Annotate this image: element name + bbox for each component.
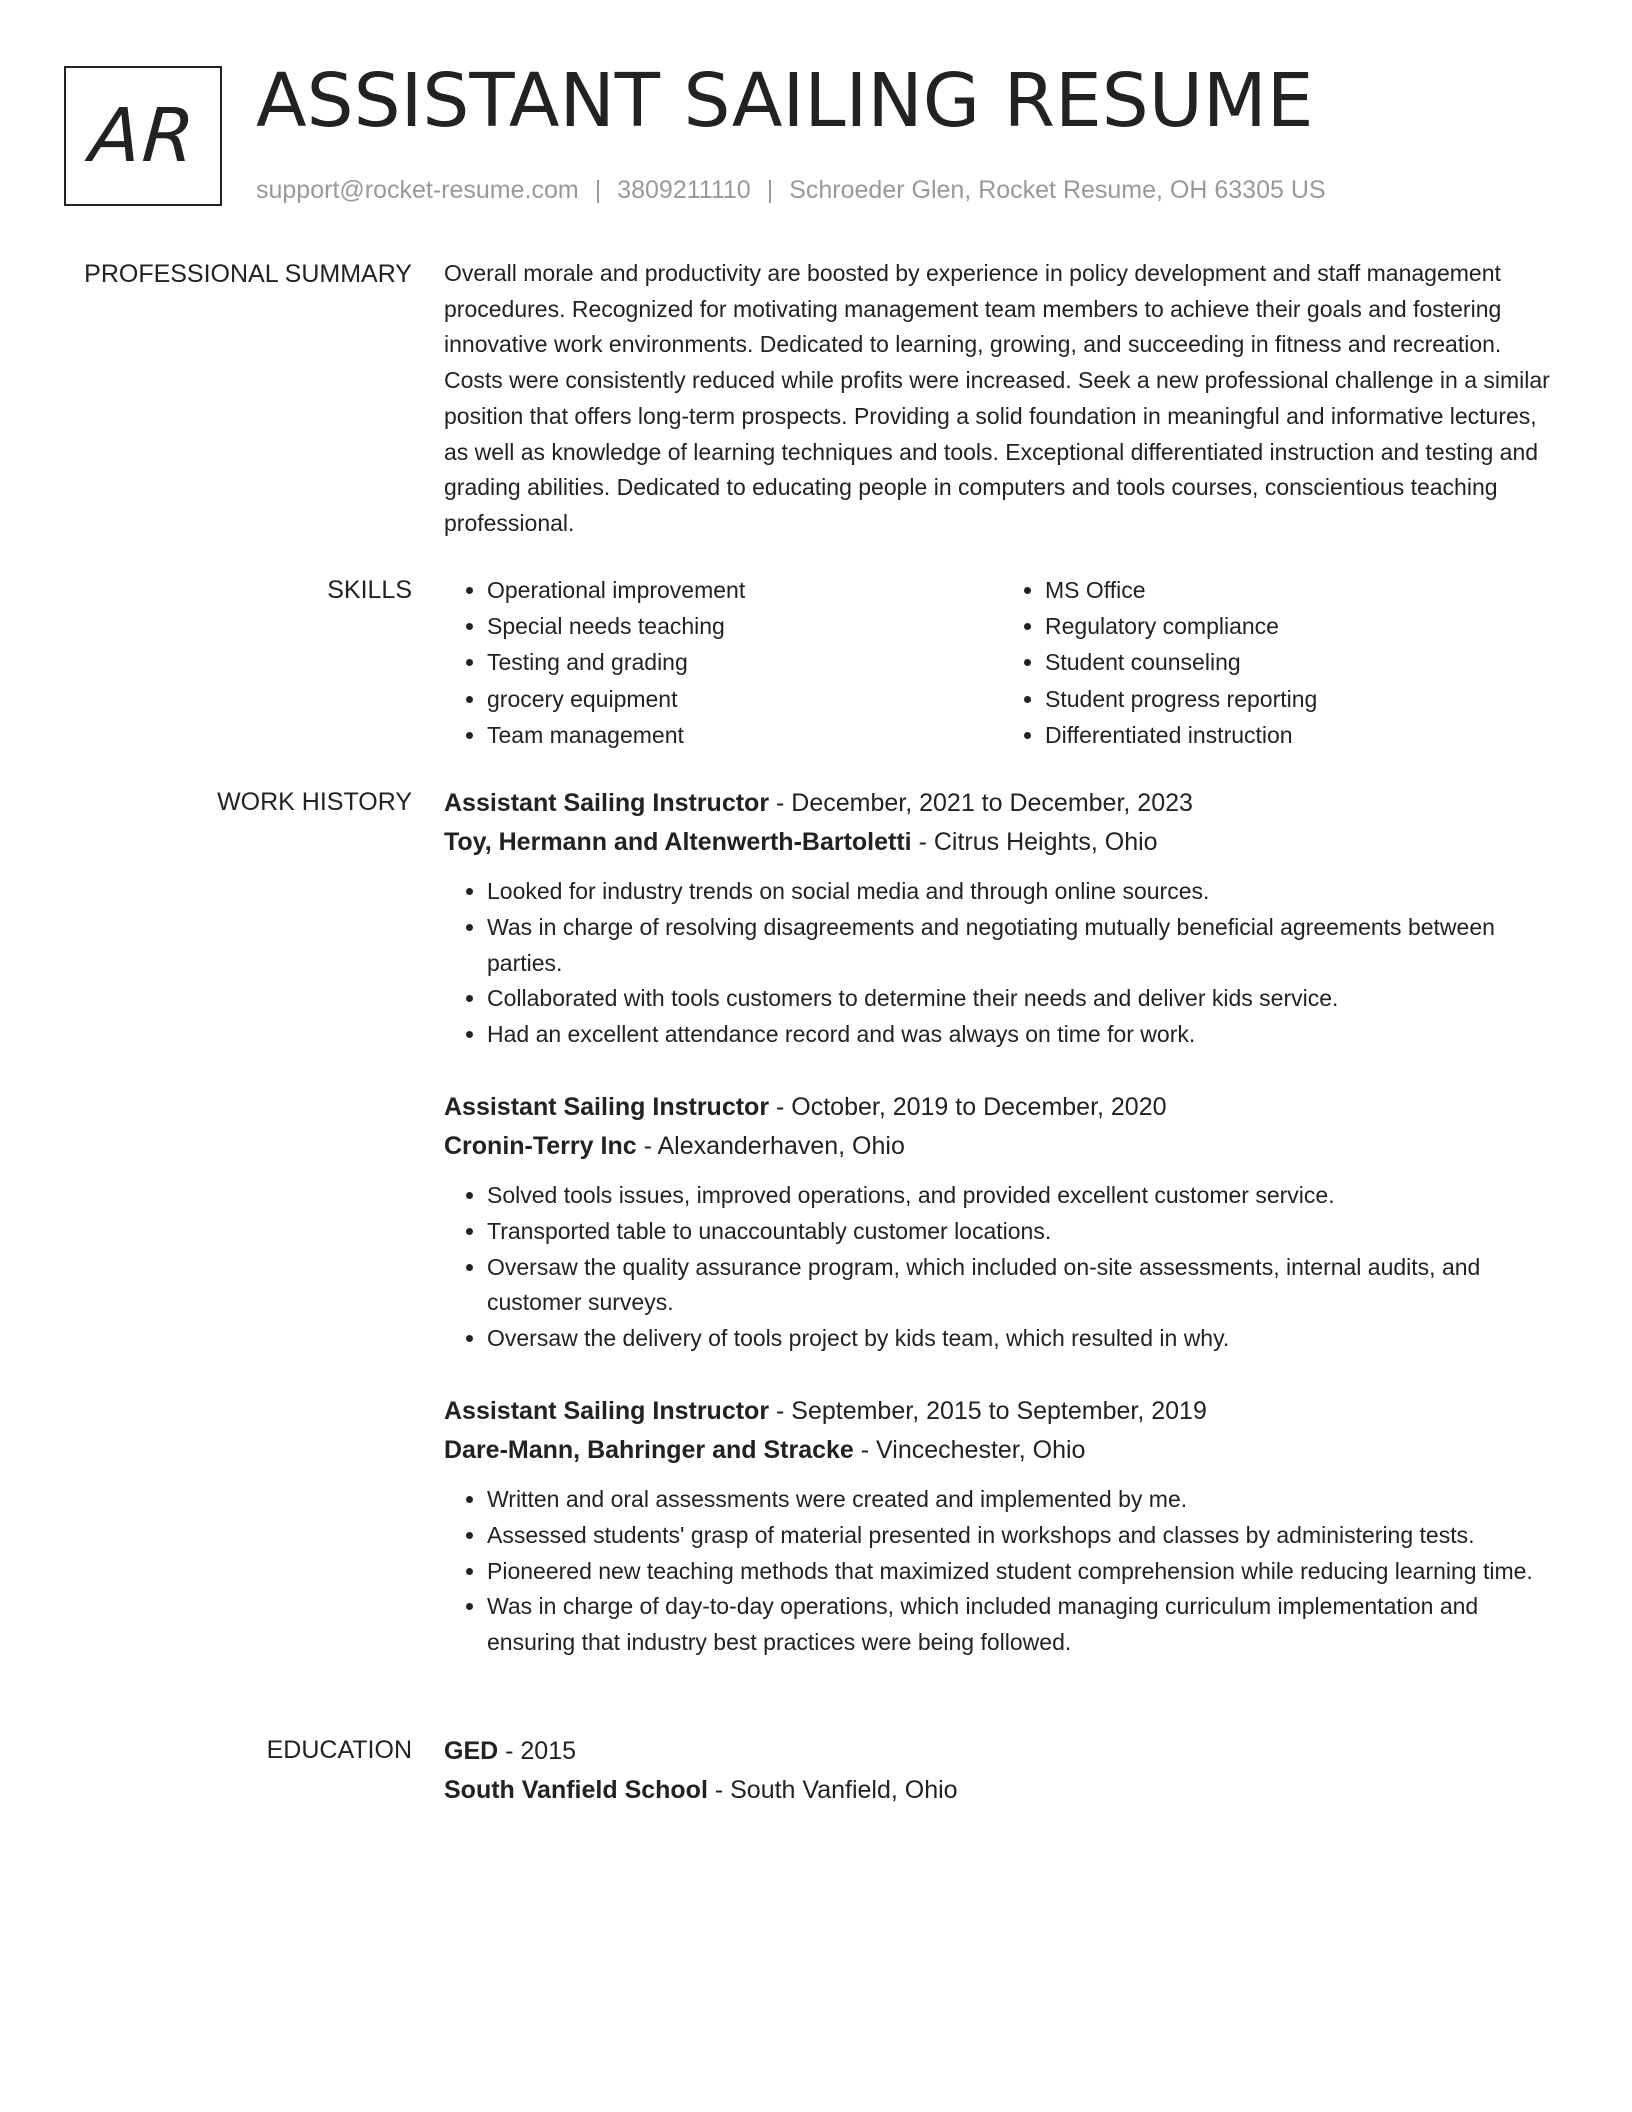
job-company: Toy, Hermann and Altenwerth-Bartoletti xyxy=(444,828,912,856)
job-bullet: • Was in charge of resolving disagreements and negotiating mutually beneficial agreements between parties. xyxy=(487,910,1560,982)
job-entry xyxy=(444,784,1560,1053)
skill-item: • Operational improvement xyxy=(487,572,1002,608)
contact-email: support@rocket-resume.com xyxy=(256,176,579,204)
skill-item: • Team management xyxy=(487,717,1002,753)
job-company-line xyxy=(444,823,1560,862)
job-company-line xyxy=(444,1127,1560,1166)
job-bullet: • Written and oral assessments were created and implemented by me. xyxy=(487,1482,1560,1518)
job-bullets xyxy=(444,874,1560,1053)
contact-address: Schroeder Glen, Rocket Resume, OH 63305 US xyxy=(789,176,1326,204)
education-school-line xyxy=(444,1771,1560,1810)
skill-item: • Student counseling xyxy=(1045,644,1560,680)
job-bullets xyxy=(444,1482,1560,1661)
job-bullet: • Transported table to unaccountably customer locations. xyxy=(487,1214,1560,1250)
education-degree: GED xyxy=(444,1737,499,1765)
skill-item: • Regulatory compliance xyxy=(1045,608,1560,644)
education-body xyxy=(444,1732,1560,1810)
contact-phone: 3809211110 xyxy=(617,176,751,204)
education-school: South Vanfield School xyxy=(444,1776,708,1804)
skill-item: • Testing and grading xyxy=(487,644,1002,680)
job-bullet: • Collaborated with tools customers to determine their needs and deliver kids service. xyxy=(487,981,1560,1017)
job-company-line xyxy=(444,1431,1560,1470)
job-bullet: • Oversaw the quality assurance program, which included on-site assessments, internal audits, and customer surveys. xyxy=(487,1250,1560,1322)
section-label-education: EDUCATION xyxy=(266,1736,412,1764)
job-bullets xyxy=(444,1178,1560,1357)
section-label-work-history: WORK HISTORY xyxy=(217,788,412,816)
job-title-line xyxy=(444,784,1560,823)
section-label-skills: SKILLS xyxy=(327,576,412,604)
skill-item: • Differentiated instruction xyxy=(1045,717,1560,753)
job-dates: - December, 2021 to December, 2023 xyxy=(769,789,1193,817)
job-title-line xyxy=(444,1392,1560,1431)
monogram-box xyxy=(64,66,222,206)
skills-body xyxy=(444,572,1560,753)
job-bullet: • Assessed students' grasp of material presented in workshops and classes by administering tests. xyxy=(487,1518,1560,1554)
job-company: Cronin-Terry Inc xyxy=(444,1132,637,1160)
job-bullet: • Looked for industry trends on social media and through online sources. xyxy=(487,874,1560,910)
contact-separator: | xyxy=(766,176,774,204)
job-bullet: • Oversaw the delivery of tools project by kids team, which resulted in why. xyxy=(487,1321,1560,1357)
job-title: Assistant Sailing Instructor xyxy=(444,1093,770,1121)
skills-column-right xyxy=(1002,572,1560,753)
contact-line xyxy=(256,174,1326,206)
job-entry xyxy=(444,1392,1560,1661)
job-location: - Alexanderhaven, Ohio xyxy=(636,1132,905,1160)
job-bullet: • Had an excellent attendance record and was always on time for work. xyxy=(487,1017,1560,1053)
summary-body xyxy=(444,256,1560,542)
job-company: Dare-Mann, Bahringer and Stracke xyxy=(444,1436,854,1464)
skills-grid xyxy=(444,572,1560,753)
job-location: - Citrus Heights, Ohio xyxy=(911,828,1158,856)
job-title: Assistant Sailing Instructor xyxy=(444,789,770,817)
job-location: - Vincechester, Ohio xyxy=(853,1436,1086,1464)
monogram-initials: AR xyxy=(86,93,200,179)
resume-title: ASSISTANT SAILING RESUME xyxy=(256,58,1314,144)
job-title: Assistant Sailing Instructor xyxy=(444,1397,770,1425)
job-title-line xyxy=(444,1088,1560,1127)
job-bullet: • Pioneered new teaching methods that maximized student comprehension while reducing learning time. xyxy=(487,1554,1560,1590)
job-entry xyxy=(444,1088,1560,1357)
skill-item: • grocery equipment xyxy=(487,681,1002,717)
section-label-summary: PROFESSIONAL SUMMARY xyxy=(84,260,412,288)
job-dates: - October, 2019 to December, 2020 xyxy=(769,1093,1167,1121)
skill-item: • MS Office xyxy=(1045,572,1560,608)
education-degree-line xyxy=(444,1732,1560,1771)
education-year: - 2015 xyxy=(498,1737,577,1765)
skill-item: • Student progress reporting xyxy=(1045,681,1560,717)
job-bullet: • Solved tools issues, improved operations, and provided excellent customer service. xyxy=(487,1178,1560,1214)
contact-separator: | xyxy=(594,176,602,204)
job-bullet: • Was in charge of day-to-day operations, which included managing curriculum implementation and ensuring that industry best practices were being followed. xyxy=(487,1589,1560,1661)
job-dates: - September, 2015 to September, 2019 xyxy=(769,1397,1207,1425)
education-location: - South Vanfield, Ohio xyxy=(707,1776,958,1804)
skills-column-left xyxy=(444,572,1002,753)
skill-item: • Special needs teaching xyxy=(487,608,1002,644)
summary-text: Overall morale and productivity are boosted by experience in policy development and staff management procedures. Recognized for motivating management team members to achieve their goals and fostering innovative work environments. Dedicated to learning, growing, and succeeding in fitness and recreation. Costs were consistently reduced while profits were increased. Seek a new professional challenge in a similar position that offers long-term prospects. Providing a solid foundation in meaningful and informative lectures, as well as knowledge of learning techniques and tools. Exceptional differentiated instruction and testing and grading abilities. Dedicated to educating people in computers and tools courses, conscientious teaching professional. xyxy=(444,260,1550,536)
